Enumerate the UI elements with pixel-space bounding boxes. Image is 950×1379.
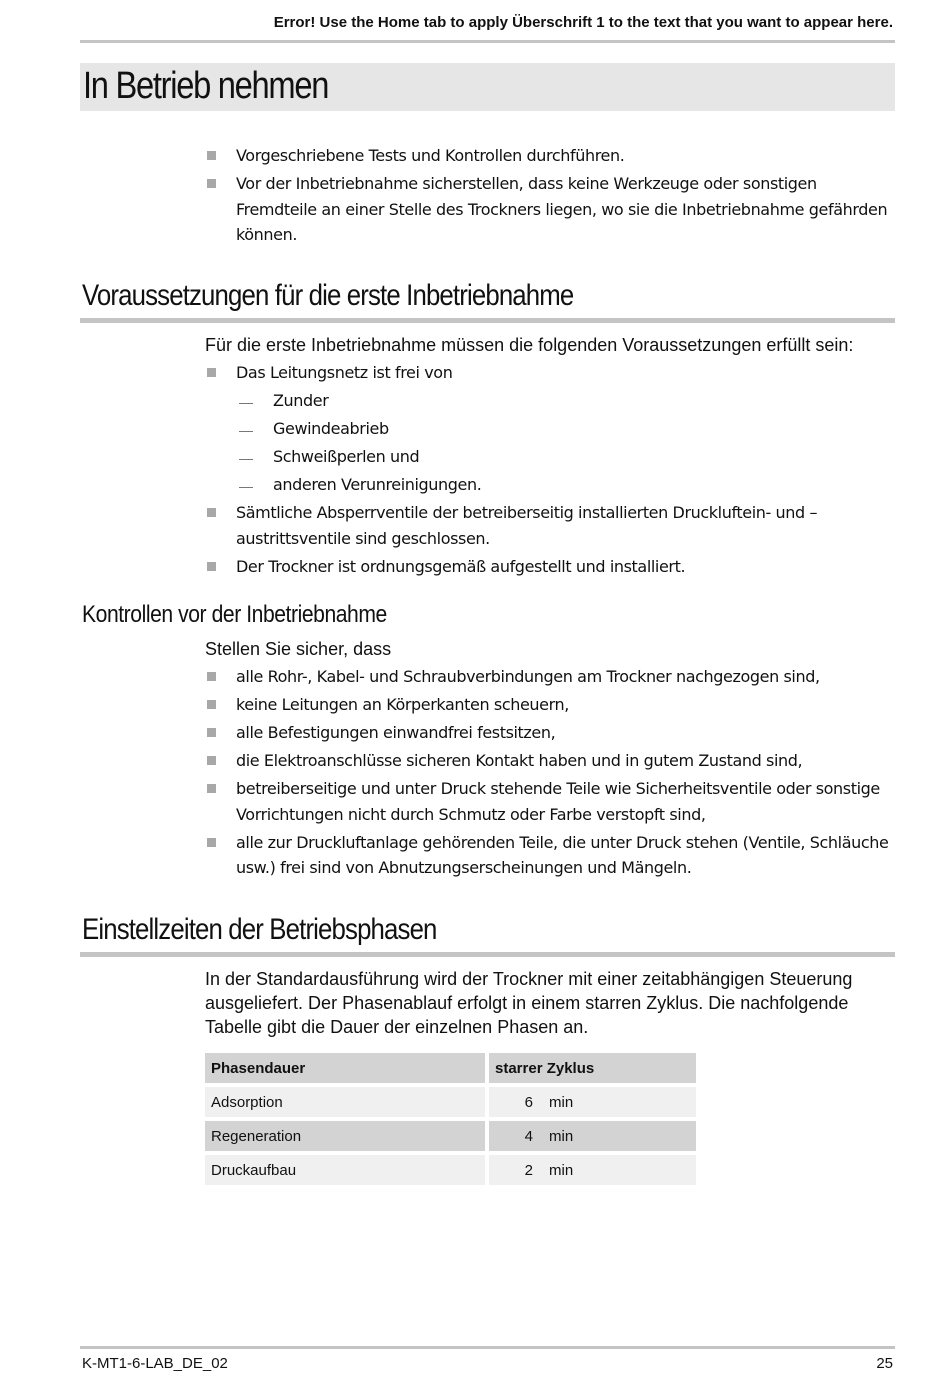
- section-rule: [80, 318, 895, 323]
- section2-lead: Für die erste Inbetriebnahme müssen die folgenden Voraussetzungen erfüllt sein:: [205, 335, 854, 355]
- bullet-square-icon: [207, 728, 216, 737]
- sublist-item: Zunder: [205, 388, 895, 414]
- bullet-square-icon: [207, 368, 216, 377]
- list-item: Vorgeschriebene Tests und Kontrollen durchführen.: [205, 143, 895, 169]
- table-header-row: [205, 1053, 696, 1083]
- list-item: alle Befestigungen einwandfrei festsitzen,: [205, 720, 895, 746]
- list-item: betreiberseitige und unter Druck stehende Teile wie Sicherheitsventile oder sonstige Vorrichtungen nicht durch Schmutz oder Farbe verstopft sind,: [205, 776, 895, 827]
- duration-cell: 2 min: [489, 1155, 696, 1185]
- sublist-item: Gewindeabrieb: [205, 416, 895, 442]
- sublist-item: Schweißperlen und: [205, 444, 895, 470]
- table-row: [205, 1155, 696, 1185]
- footer-rule: [80, 1346, 895, 1349]
- dash-bullet-icon: [239, 431, 253, 432]
- section-rule: [80, 952, 895, 957]
- dash-bullet-icon: [239, 459, 253, 460]
- list-item: Sämtliche Absperrventile der betreiberseitig installierten Druckluftein- und –austrittsventile sind geschlossen.: [205, 500, 895, 551]
- table-row: [205, 1121, 696, 1151]
- bullet-square-icon: [207, 672, 216, 681]
- section3-lead: Stellen Sie sicher, dass: [205, 639, 392, 659]
- duration-cell: 6 min: [489, 1087, 696, 1117]
- sublist-item: anderen Verunreinigungen.: [205, 472, 895, 498]
- section-heading-voraussetzungen: Voraussetzungen für die erste Inbetriebnahme: [82, 279, 574, 312]
- section2-list: [205, 360, 895, 582]
- phase-duration-table: [205, 1049, 696, 1189]
- column-header-phase: Phasendauer: [205, 1053, 485, 1083]
- table-row: [205, 1087, 696, 1117]
- chapter-heading-box: [80, 63, 895, 111]
- bullet-square-icon: [207, 151, 216, 160]
- section4-lead: In der Standardausführung wird der Trockner mit einer zeitabhängigen Steuerung ausgeliefert. Der Phasenablauf erfolgt in einem starren Zyklus. Die nachfolgende Tabelle gibt die Dauer der einzelnen Phasen an.: [205, 969, 853, 1037]
- list-item: alle Rohr-, Kabel- und Schraubverbindungen am Trockner nachgezogen sind,: [205, 664, 895, 690]
- page-number: 25: [876, 1355, 893, 1372]
- list-item: alle zur Druckluftanlage gehörenden Teile, die unter Druck stehen (Ventile, Schläuche usw.) frei sind von Abnutzungserscheinungen und Mängeln.: [205, 830, 895, 881]
- running-header: Error! Use the Home tab to apply Überschrift 1 to the text that you want to appear here.: [273, 14, 893, 31]
- section1-list: [205, 143, 895, 250]
- bullet-square-icon: [207, 700, 216, 709]
- sublist-container: [205, 388, 895, 498]
- list-item: Vor der Inbetriebnahme sicherstellen, dass keine Werkzeuge oder sonstigen Fremdteile an einer Stelle des Trockners liegen, wo sie die Inbetriebnahme gefährden können.: [205, 171, 895, 248]
- phase-cell: Regeneration: [205, 1121, 485, 1151]
- header-rule: [80, 40, 895, 43]
- bullet-square-icon: [207, 784, 216, 793]
- document-id: K-MT1-6-LAB_DE_02: [82, 1355, 228, 1372]
- bullet-square-icon: [207, 756, 216, 765]
- bullet-square-icon: [207, 179, 216, 188]
- sublist: [205, 388, 895, 498]
- section-heading-einstellzeiten: Einstellzeiten der Betriebsphasen: [82, 913, 437, 946]
- dash-bullet-icon: [239, 403, 253, 404]
- subsection-heading-kontrollen: Kontrollen vor der Inbetriebnahme: [82, 601, 387, 628]
- section3-list: [205, 664, 895, 883]
- bullet-square-icon: [207, 838, 216, 847]
- list-item: keine Leitungen an Körperkanten scheuern,: [205, 692, 895, 718]
- phase-cell: Adsorption: [205, 1087, 485, 1117]
- list-item: Das Leitungsnetz ist frei von: [205, 360, 895, 386]
- chapter-title: In Betrieb nehmen: [83, 65, 329, 107]
- duration-cell: 4 min: [489, 1121, 696, 1151]
- list-item: die Elektroanschlüsse sicheren Kontakt haben und in gutem Zustand sind,: [205, 748, 895, 774]
- phase-cell: Druckaufbau: [205, 1155, 485, 1185]
- bullet-square-icon: [207, 562, 216, 571]
- column-header-cycle: starrer Zyklus: [489, 1053, 696, 1083]
- dash-bullet-icon: [239, 487, 253, 488]
- bullet-square-icon: [207, 508, 216, 517]
- list-item: Der Trockner ist ordnungsgemäß aufgestellt und installiert.: [205, 554, 895, 580]
